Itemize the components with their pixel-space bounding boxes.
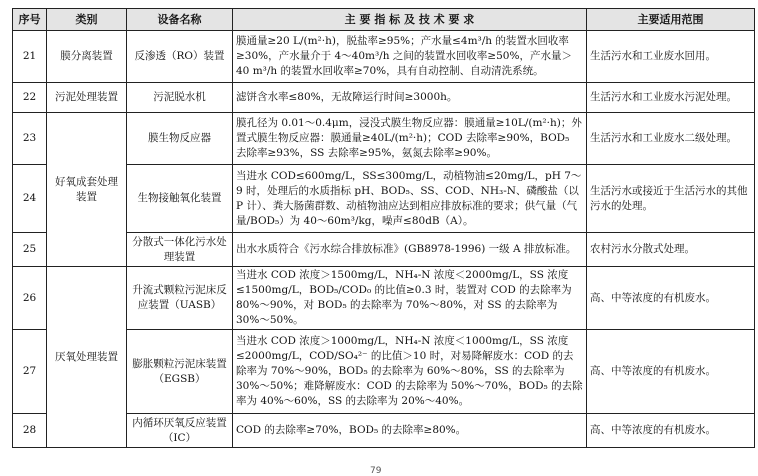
table-row (13, 31, 755, 83)
row-requirements: 当进水 COD≤600mg/L，SS≤300mg/L，动植物油≤20mg/L，pH 7～9 时，处理后的水质指标 pH、BOD₅、SS、COD、NH₃-N、磷酸盐（以 P 计）、粪大肠菌群数、动植物油应达到相应排放标准的要求；供气量（气量/BOD₅）为 40～60m³/kg，噪声≤80dB（A）。 (233, 165, 587, 233)
table-row (13, 113, 755, 165)
equipment-spec-table (12, 8, 755, 448)
row-device: 生物接触氧化装置 (127, 165, 233, 233)
row-scope: 生活污水和工业废水二级处理。 (587, 113, 755, 165)
row-scope: 生活污水或接近于生活污水的其他污水的处理。 (587, 165, 755, 233)
row-scope: 高、中等浓度的有机废水。 (587, 414, 755, 448)
row-no: 23 (13, 113, 47, 165)
row-device: 膨胀颗粒污泥床装置（EGSB） (127, 330, 233, 414)
row-device: 反渗透（RO）装置 (127, 31, 233, 83)
row-category: 厌氧处理装置 (47, 267, 127, 448)
row-scope: 生活污水和工业废水回用。 (587, 31, 755, 83)
row-requirements: 出水水质符合《污水综合排放标准》(GB8978-1996) 一级 A 排放标准。 (233, 233, 587, 267)
row-scope: 农村污水分散式处理。 (587, 233, 755, 267)
row-device: 污泥脱水机 (127, 83, 233, 113)
row-requirements: COD 的去除率≥70%，BOD₅ 的去除率≥80%。 (233, 414, 587, 448)
row-no: 28 (13, 414, 47, 448)
row-no: 25 (13, 233, 47, 267)
row-device: 分散式一体化污水处理装置 (127, 233, 233, 267)
row-scope: 高、中等浓度的有机废水。 (587, 330, 755, 414)
row-scope: 高、中等浓度的有机废水。 (587, 267, 755, 330)
header-scope: 主要适用范围 (587, 9, 755, 31)
row-device: 膜生物反应器 (127, 113, 233, 165)
row-requirements: 当进水 COD 浓度＞1500mg/L，NH₄-N 浓度＜2000mg/L，SS 浓度≤1500mg/L，BOD₅/COD₀ 的比值≥0.3 时，装置对 COD 的去除率为 80%～90%，对 BOD₅ 的去除率为 70%～80%，对 SS 的去除率为 30%～50%。 (233, 267, 587, 330)
table-row (13, 267, 755, 330)
row-no: 24 (13, 165, 47, 233)
row-category: 污泥处理装置 (47, 83, 127, 113)
row-no: 27 (13, 330, 47, 414)
row-no: 22 (13, 83, 47, 113)
header-category: 类别 (47, 9, 127, 31)
row-scope: 生活污水和工业废水污泥处理。 (587, 83, 755, 113)
row-device: 内循环厌氧反应装置（IC） (127, 414, 233, 448)
row-requirements: 当进水 COD 浓度＞1000mg/L，NH₄-N 浓度＜1000mg/L，SS 浓度≤2000mg/L，COD/SO₄²⁻ 的比值＞10 时，对易降解废水：COD 的去除率为 70%～90%，BOD₅ 的去除率为 60%～80%，SS 的去除率为 30%～50%；难降解废水：COD 的去除率为 50%～70%，BOD₅ 的去除率为 40%～60%，SS 的去除率为 20%～40%。 (233, 330, 587, 414)
row-no: 26 (13, 267, 47, 330)
row-requirements: 膜孔径为 0.01～0.4μm，浸没式膜生物反应器：膜通量≥10L/(m²·h)；外置式膜生物反应器：膜通量≥40L/(m²·h)；COD 去除率≥90%，BOD₅ 去除率≥93%，SS 去除率≥95%，氨氮去除率≥90%。 (233, 113, 587, 165)
row-no: 21 (13, 31, 47, 83)
row-category: 好氧成套处理装置 (47, 113, 127, 267)
row-requirements: 膜通量≥20 L/(m²·h)，脱盐率≥95%；产水量≤4m³/h 的装置水回收率≥30%，产水量介于 4～40m³/h 之间的装置水回收率≥50%，产水量＞40 m³/h 的装置水回收率≥70%，具有自动控制、自动清洗系统。 (233, 31, 587, 83)
row-requirements: 滤饼含水率≤80%，无故障运行时间≥3000h。 (233, 83, 587, 113)
row-device: 升流式颗粒污泥床反应装置（UASB） (127, 267, 233, 330)
table-row (13, 83, 755, 113)
header-requirements: 主 要 指 标 及 技 术 要 求 (233, 9, 587, 31)
row-category: 膜分离装置 (47, 31, 127, 83)
page-number: 79 (370, 466, 382, 476)
table-header-row (13, 9, 755, 31)
header-device: 设备名称 (127, 9, 233, 31)
header-no: 序号 (13, 9, 47, 31)
